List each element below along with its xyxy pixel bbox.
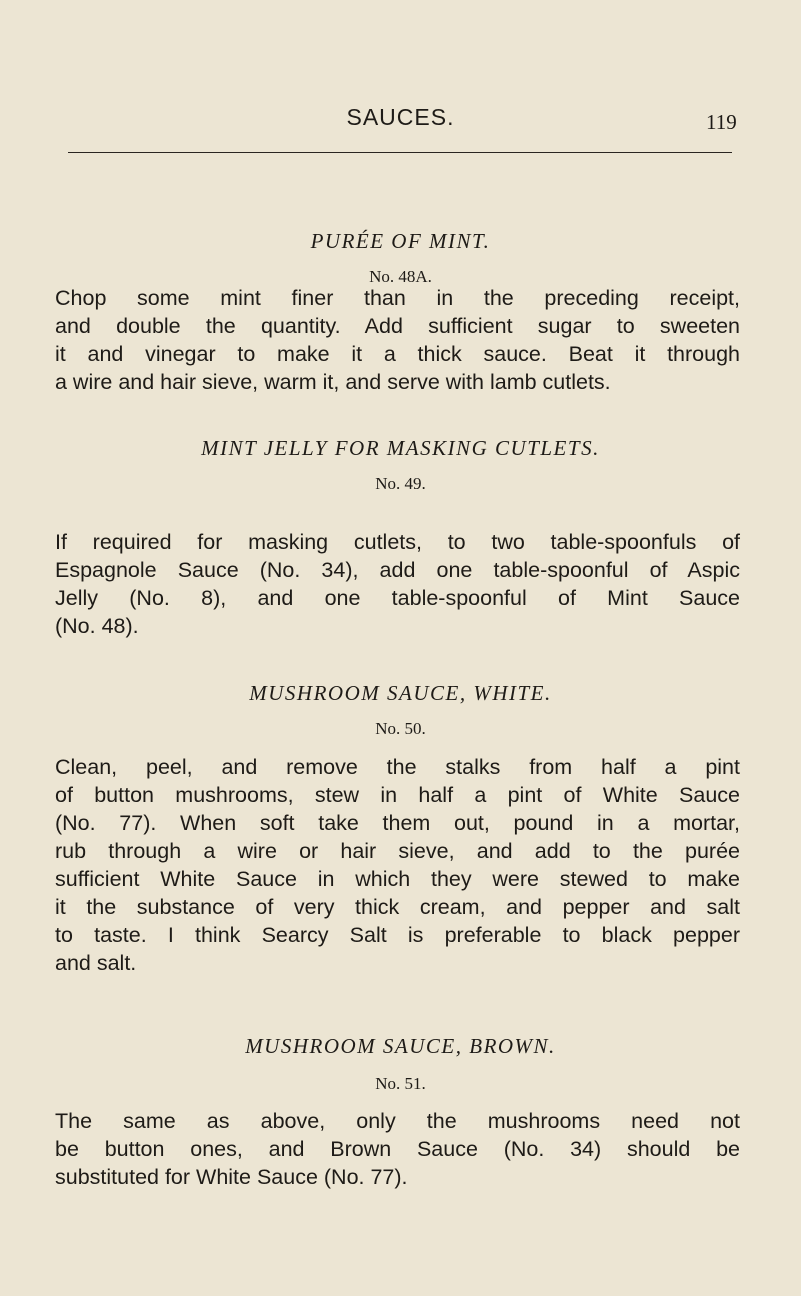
body-line: Chop some mint finer than in the preceding receipt, — [55, 286, 740, 310]
running-head: SAUCES. — [346, 104, 455, 130]
body-line: (No. 48). — [55, 614, 139, 638]
section-title-puree-of-mint: PURÉE OF MINT. — [310, 229, 491, 253]
section-body-puree-of-mint — [55, 284, 740, 396]
section-body-mushroom-brown — [55, 1107, 740, 1191]
body-line: to taste. I think Searcy Salt is preferable to black pepper — [55, 923, 740, 947]
section-number-48a: No. 48A. — [369, 267, 432, 286]
section-title-mushroom-brown: MUSHROOM SAUCE, BROWN. — [245, 1034, 556, 1058]
section-body-mint-jelly — [55, 528, 740, 640]
section-title-mint-jelly: MINT JELLY FOR MASKING CUTLETS. — [201, 436, 600, 460]
section-number-51: No. 51. — [375, 1074, 426, 1093]
body-line: Clean, peel, and remove the stalks from half a pint — [55, 755, 740, 779]
body-line: a wire and hair sieve, warm it, and serve with lamb cutlets. — [55, 370, 611, 394]
page-number: 119 — [706, 110, 737, 134]
body-line: and double the quantity. Add sufficient sugar to sweeten — [55, 314, 740, 338]
body-line: be button ones, and Brown Sauce (No. 34) should be — [55, 1137, 740, 1161]
section-number-50: No. 50. — [375, 719, 426, 738]
section-body-mushroom-white — [55, 753, 740, 977]
body-line: sufficient White Sauce in which they were stewed to make — [55, 867, 740, 891]
body-line: If required for masking cutlets, to two table-spoonfuls of — [55, 530, 740, 554]
body-line: substituted for White Sauce (No. 77). — [55, 1165, 408, 1189]
body-line: rub through a wire or hair sieve, and add to the purée — [55, 839, 740, 863]
body-line: Jelly (No. 8), and one table-spoonful of Mint Sauce — [55, 586, 740, 610]
body-line: and salt. — [55, 951, 137, 975]
header-rule — [68, 152, 732, 153]
body-line: it the substance of very thick cream, and pepper and salt — [55, 895, 740, 919]
body-line: it and vinegar to make it a thick sauce. Beat it through — [55, 342, 740, 366]
section-title-mushroom-white: MUSHROOM SAUCE, WHITE. — [249, 681, 552, 705]
body-line: The same as above, only the mushrooms need not — [55, 1109, 740, 1133]
body-line: Espagnole Sauce (No. 34), add one table-spoonful of Aspic — [55, 558, 740, 582]
section-number-49: No. 49. — [375, 474, 426, 493]
body-line: (No. 77). When soft take them out, pound in a mortar, — [55, 811, 740, 835]
body-line: of button mushrooms, stew in half a pint of White Sauce — [55, 783, 740, 807]
